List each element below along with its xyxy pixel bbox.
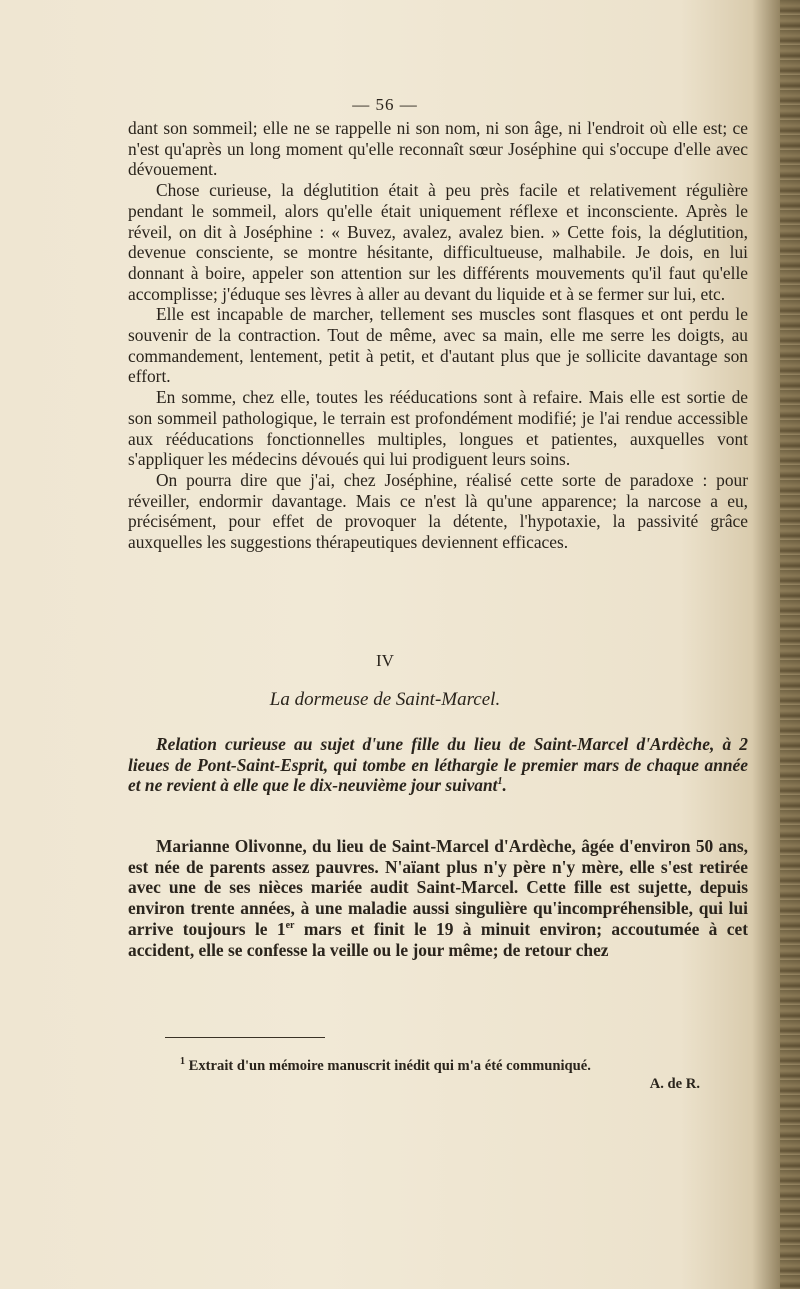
subtitle-period: . bbox=[502, 775, 507, 796]
footnote-reference: 1 bbox=[497, 776, 503, 788]
narrative-text-2: mars et finit le 19 à minuit environ; accoutumée à cet accident, elle se confesse la veille ou le jour même; de retour chez bbox=[128, 918, 748, 960]
ordinal-superscript: er bbox=[285, 920, 295, 932]
section-subtitle bbox=[128, 734, 748, 796]
section-title: La dormeuse de Saint-Marcel. bbox=[269, 689, 501, 710]
footnote-signature: A. de R. bbox=[649, 1076, 700, 1092]
footnote bbox=[180, 1057, 740, 1075]
paragraph-3: Elle est incapable de marcher, tellement ses muscles sont flasques et ont perdu le souvenir de la contraction. Tout de même, avec sa main, elle me serre les doigts, au commandement, lentement, petit à petit, et d'autant plus que je sollicite davantage son effort. bbox=[128, 304, 748, 387]
paragraph-5: On pourra dire que j'ai, chez Joséphine, réalisé cette sorte de paradoxe : pour réveiller, endormir davantage. Mais ce n'est là qu'une apparence; la narcose a eu, précisément, pour effet de provoquer la détente, l'hypotaxie, la passivité grâce auxquelles les suggestions thérapeutiques deviennent efficaces. bbox=[128, 469, 748, 553]
page-number: — 56 — bbox=[352, 95, 418, 114]
footnote-text: Extrait d'un mémoire manuscrit inédit qui m'a été communiqué. bbox=[185, 1058, 591, 1074]
paragraph-4: En somme, chez elle, toutes les rééducations sont à refaire. Mais elle est sortie de son sommeil pathologique, le terrain est profondément modifié; je l'ai rendue accessible aux rééducations fonctionnelles multiples, longues et patientes, auxquelles vont s'appliquer les médecins dévoués qui lui prodiguent leurs soins. bbox=[128, 387, 748, 470]
paragraph-1: dant son sommeil; elle ne se rappelle ni son nom, ni son âge, ni l'endroit où elle est; ce n'est qu'après un long moment qu'elle reconnaît sœur Joséphine qui s'occupe d'elle avec dévouement. bbox=[128, 118, 748, 180]
section-numeral: IV bbox=[376, 651, 394, 670]
body-text bbox=[128, 118, 748, 553]
footnote-mark: 1 bbox=[180, 1056, 185, 1068]
narrative-paragraph bbox=[128, 836, 748, 960]
subtitle-text: Relation curieuse au sujet d'une fille du lieu de Saint-Marcel d'Ardèche, à 2 lieues de Pont-Saint-Esprit, qui tombe en léthargie le premier mars de chaque année et ne revient à elle que le dix-neuvième jour suivant bbox=[128, 734, 748, 796]
narrative-text-1: Marianne Olivonne, du lieu de Saint-Marcel d'Ardèche, âgée d'environ 50 ans, est née de parents assez pauvres. N'aïant plus n'y père n'y mère, elle s'est retirée avec une de ses nièces mariée audit Saint-Marcel. Cette fille est sujette, depuis environ trente années, à une maladie aussi singulière qu'incompréhensible, qui lui arrive toujours le 1 bbox=[128, 836, 748, 939]
book-spine-edge bbox=[780, 0, 800, 1289]
paragraph-2: Chose curieuse, la déglutition était à peu près facile et relativement régulière pendant le sommeil, alors qu'elle était uniquement réflexe et inconsciente. Après le réveil, on dit à Joséphine : « Buvez, avalez, avalez bien. » Cette fois, la déglutition, devenue consciente, se montre hésitante, difficultueuse, malhabile. Je dois, en lui donnant à boire, appeler son attention sur les différents mouvements qu'il faut qu'elle accomplisse; j'éduque ses lèvres à aller au devant du liquide et à se fermer sur lui, etc. bbox=[128, 180, 748, 304]
footnote-divider bbox=[165, 1037, 325, 1038]
